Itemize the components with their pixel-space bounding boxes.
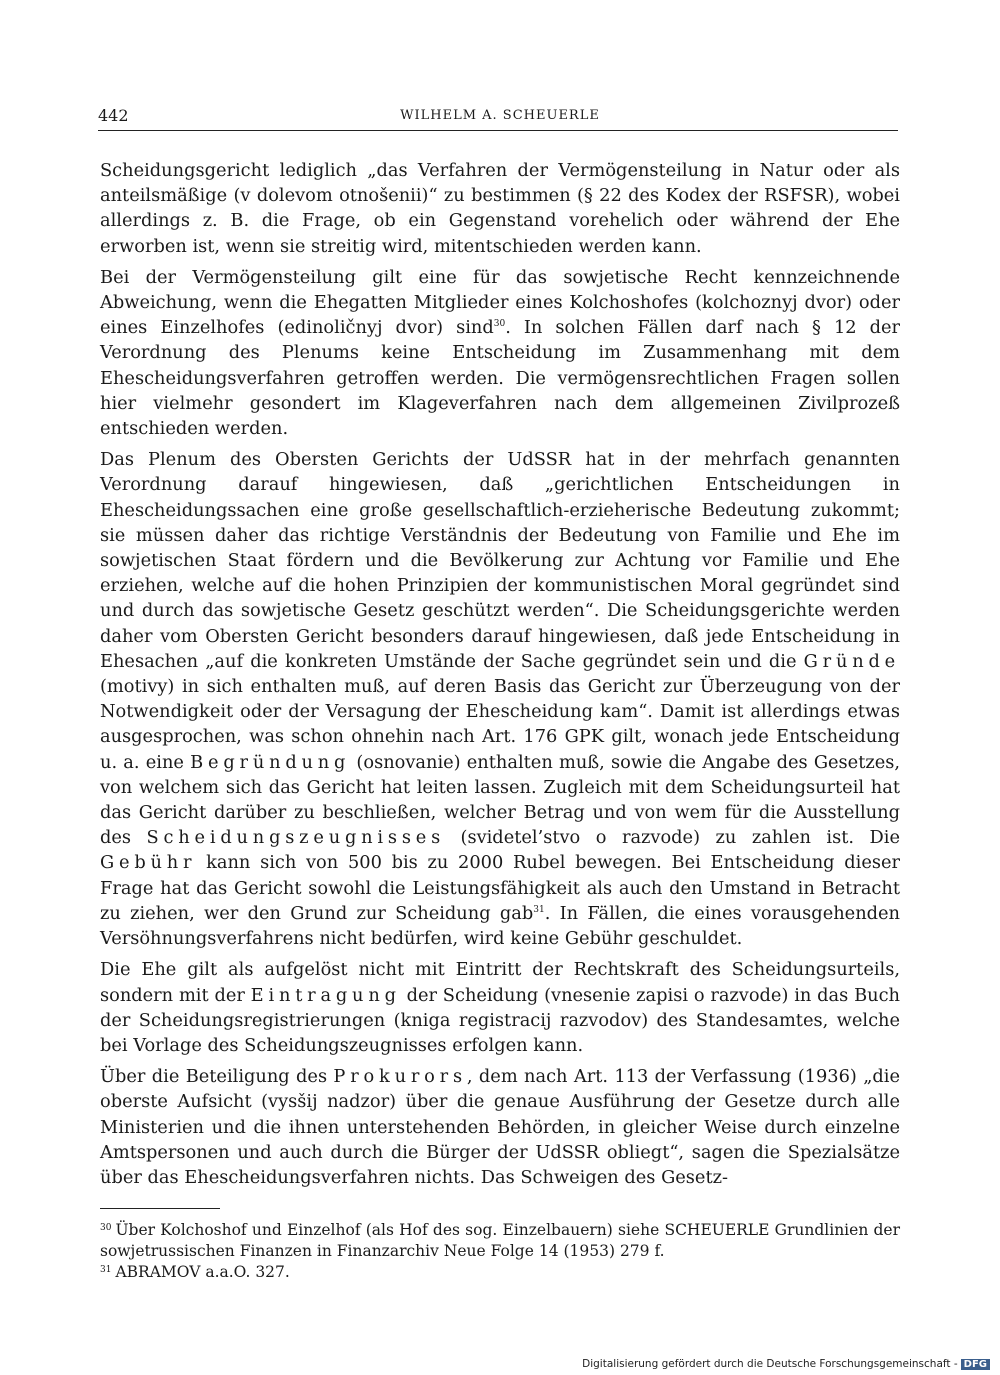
footnote-mark: 30 xyxy=(100,1223,112,1233)
emphasis-eintragung: Eintragung xyxy=(250,984,401,1006)
body-text xyxy=(100,158,900,1196)
footnotes xyxy=(100,1220,900,1283)
footnote-ref-30[interactable]: 30 xyxy=(493,319,506,330)
footnote-31: $^{31}$ ABRAMOV a.a.O. 327. xyxy=(100,1263,290,1281)
paragraph-3: Das Plenum des Obersten Gerichts der UdSSR hat in der mehrfach genannten Verordnung darauf hingewiesen, daß „gerichtlichen Entscheidungen in Ehescheidungssachen eine große gesellschaftlich-erzieherische Bedeutung zukommt; sie müssen daher das richtige Verständnis der Bedeutung von Familie und Ehe im sowjetischen Staat fördern und die Bevölkerung zur Achtung vor Familie und Ehe erziehen, welche auf die hohen Prinzipien der kommunistischen Moral gegründet sind und durch das sowjetische Gesetz geschützt werden“. Die Scheidungsgerichte werden daher vom Obersten Gericht besonders darauf hingewiesen, daß jede Entscheidung in Ehesachen „auf die konkreten Umstände der Sache gegründet sein und die Gründe (motivy) in sich enthalten muß, auf deren Basis das Gericht zur Überzeugung von der Notwendigkeit oder der Versagung der Ehescheidung kam“. Damit ist allerdings etwas ausgesprochen, was schon ohnehin nach Art. 176 GPK gilt, wonach jede Entscheidung u. a. eine Begründung (osnovanie) enthalten muß, sowie die Angabe des Gesetzes, von welchem sich das Gericht hat leiten lassen. Zugleich mit dem Scheidungsurteil hat das Gericht darüber zu beschließen, welcher Betrag und von wem für die Ausstellung des Scheidungszeugnisses (svidetel’stvo o razvode) zu zahlen ist. Die Gebühr kann sich von 500 bis zu 2000 Rubel bewegen. Bei Entscheidung dieser Frage hat das Gericht sowohl die Leistungsfähigkeit als auch den Umstand in Betracht zu ziehen, wer den Grund zur Scheidung gab$^{31}$. In Fällen, die eines vorausgehenden Versöhnungsverfahrens nicht bedürfen, wird keine Gebühr geschuldet. xyxy=(100,449,901,950)
footnote-30: $^{30}$ Über Kolchoshof und Einzelhof (als Hof des sog. Einzelbauern) siehe SCHEUERLE Grundlinien der sowjetrussischen Finanzen in Finanzarchiv Neue Folge 14 (1953) 279 f. xyxy=(100,1221,900,1260)
paragraph-4: Die Ehe gilt als aufgelöst nicht mit Eintritt der Rechtskraft des Scheidungsurteils, sondern mit der Eintragung der Scheidung (vnesenie zapisi o razvode) in das Buch der Scheidungsregistrierungen (kniga registracij razvodov) des Standesamtes, welche bei Vorlage des Scheidungszeugnisses erfolgen kann. xyxy=(100,959,900,1056)
emphasis-gruende: Gründe xyxy=(803,650,900,672)
emphasis-begruendung: Begründung xyxy=(190,751,351,773)
emphasis-scheidungszeugnisses: Scheidungszeugnisses xyxy=(146,827,446,849)
dfg-logo[interactable]: DFG xyxy=(961,1359,990,1370)
paragraph-2: Bei der Vermögensteilung gilt eine für das sowjetische Recht kennzeichnende Abweichung, wenn die Ehegatten Mitglieder eines Kolchoshofes (kolchoznyj dvor) oder eines Einzelhofes (edinoličnyj dvor) sind$^{30}$. In solchen Fällen darf nach § 12 der Verordnung des Plenums keine Entscheidung im Zusammenhang mit dem Ehescheidungsverfahren getroffen werden. Die vermögensrechtlichen Fragen sollen hier vielmehr gesondert im Klageverfahren nach dem allgemeinen Zivilprozeß entschieden werden. xyxy=(100,266,901,440)
emphasis-prokurors: Prokurors xyxy=(333,1066,467,1088)
header-rule xyxy=(98,130,898,131)
running-title: WILHELM A. SCHEUERLE xyxy=(400,108,600,123)
footnote-rule xyxy=(100,1208,220,1209)
footnote-ref-31[interactable]: 31 xyxy=(533,904,545,915)
paragraph-1: Scheidungsgericht lediglich „das Verfahren der Vermögensteilung in Natur oder als anteilsmäßige (v dolevom otnošenii)“ zu bestimmen (§ 22 des Kodex der RSFSR), wobei allerdings z. B. die Frage, ob ein Gegenstand vorehelich oder während der Ehe erworben ist, wenn sie streitig wird, mitentschieden werden kann. xyxy=(100,160,900,257)
digitization-credit: Digitalisierung gefördert durch die Deutsche Forschungsgemeinschaft - DFG xyxy=(582,1358,990,1370)
footnote-mark: 31 xyxy=(100,1265,112,1275)
page-number: 442 xyxy=(98,106,129,125)
paragraph-5: Über die Beteiligung des Prokurors, dem nach Art. 113 der Verfassung (1936) „die oberste Aufsicht (vysšij nadzor) über die genaue Ausführung der Gesetze durch alle Ministerien und die ihnen unterstehenden Behörden, in gleicher Weise durch einzelne Amtspersonen und auch durch die Bürger der UdSSR obliegt“, sagen die Spezialsätze über das Ehescheidungsverfahren nichts. Das Schweigen des Gesetz- xyxy=(100,1066,900,1188)
emphasis-gebuehr: Gebühr xyxy=(100,852,197,874)
